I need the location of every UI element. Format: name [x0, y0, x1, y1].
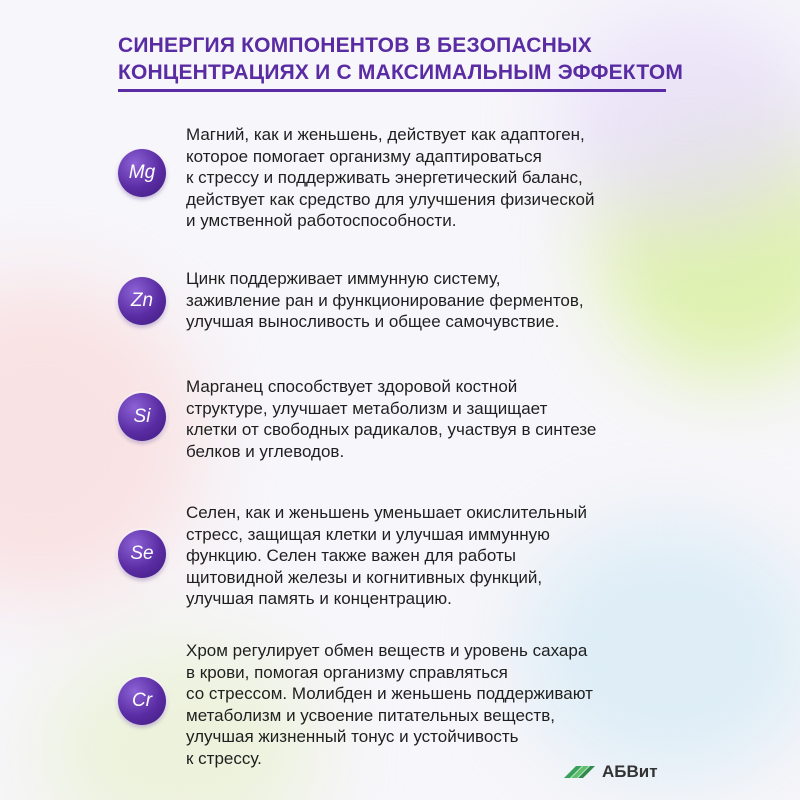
component-description — [186, 268, 766, 333]
component-description — [186, 502, 766, 610]
component-description — [186, 124, 766, 232]
description-line: Селен, как и женьшень уменьшает окислительный — [186, 503, 588, 522]
description-line: действует как средство для улучшения физической — [186, 189, 595, 209]
element-badge: Si — [118, 393, 166, 441]
page-title-line: СИНЕРГИЯ КОМПОНЕНТОВ В БЕЗОПАСНЫХ — [118, 34, 592, 57]
leaf-stripes-icon — [562, 762, 596, 782]
description-line: клетки от свободных радикалов, участвуя в синтезе — [186, 420, 597, 439]
description-line: улучшая выносливость и общее самочувствие. — [186, 312, 560, 331]
title-divider — [118, 89, 666, 92]
brand-name: АБВит — [602, 762, 658, 781]
component-description — [186, 640, 766, 769]
description-line: структуре, улучшает метаболизм и защищает — [186, 398, 548, 418]
description-line: к стрессу. — [186, 748, 262, 768]
element-badge: Mg — [118, 149, 166, 197]
description-line: улучшая жизненный тонус и устойчивость — [186, 727, 519, 746]
component-description — [186, 376, 766, 462]
description-line: щитовидной железы и когнитивных функций, — [186, 567, 543, 587]
description-line: метаболизм и усвоение питательных веществ, — [186, 705, 555, 725]
brand-logo — [562, 762, 658, 782]
description-line: стресс, защищая клетки и улучшая иммунную — [186, 524, 550, 544]
description-line: Цинк поддерживает иммунную систему, — [186, 269, 501, 288]
description-line: функцию. Селен также важен для работы — [186, 546, 516, 565]
element-badge: Zn — [118, 277, 166, 325]
description-line: белков и углеводов. — [186, 441, 345, 461]
element-badge: Se — [118, 530, 166, 578]
description-line: и умственной работоспособности. — [186, 211, 457, 230]
description-line: Хром регулирует обмен веществ и уровень сахара — [186, 641, 588, 660]
description-line: со стрессом. Молибден и женьшень поддерживают — [186, 684, 593, 703]
description-line: улучшая память и концентрацию. — [186, 589, 452, 608]
element-badge: Cr — [118, 677, 166, 725]
description-line: Марганец способствует здоровой костной — [186, 377, 518, 396]
description-line: в крови, помогая организму справляться — [186, 662, 508, 682]
page-title-line: КОНЦЕНТРАЦИЯХ И С МАКСИМАЛЬНЫМ ЭФФЕКТОМ — [118, 61, 684, 84]
description-line: заживление ран и функционирование ферментов, — [186, 290, 584, 310]
description-line: Магний, как и женьшень, действует как адаптоген, — [186, 125, 585, 144]
description-line: которое помогает организму адаптироваться — [186, 146, 542, 166]
description-line: к стрессу и поддерживать энергетический баланс, — [186, 168, 583, 187]
page-title — [118, 32, 758, 86]
